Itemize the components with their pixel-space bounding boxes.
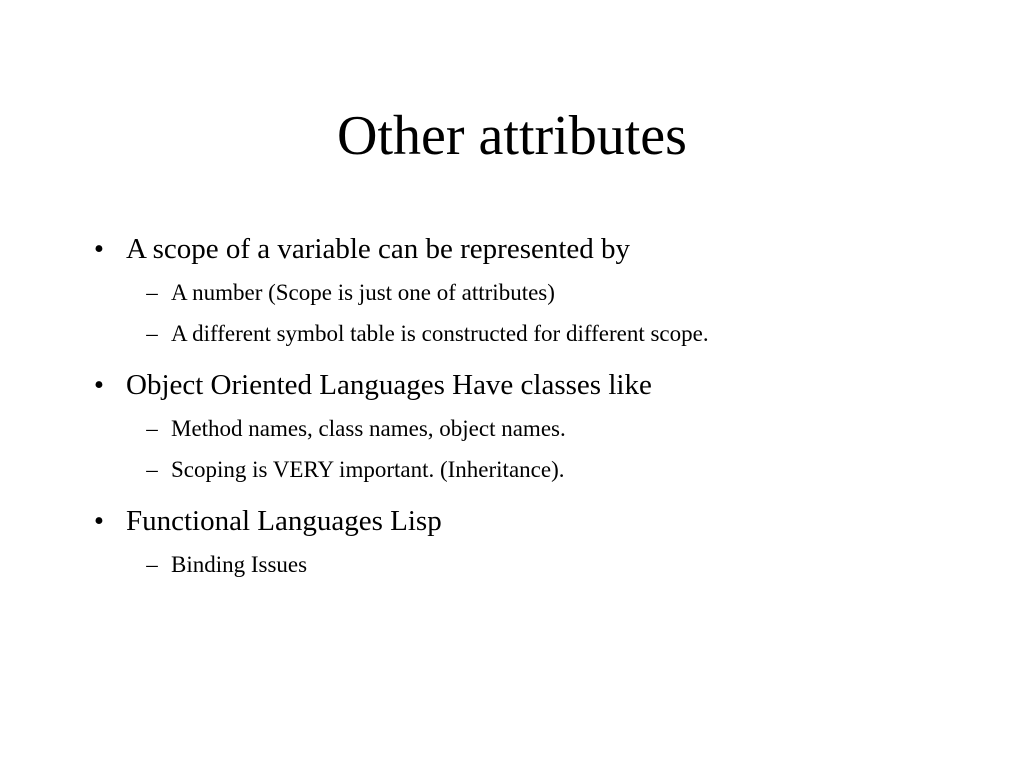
sub-bullet-item bbox=[126, 272, 984, 313]
dash-marker: – bbox=[146, 416, 158, 441]
dash-marker: – bbox=[146, 457, 158, 482]
slide-title: Other attributes bbox=[337, 105, 687, 167]
sub-bullet-list bbox=[126, 272, 984, 354]
dash-marker: – bbox=[146, 552, 158, 577]
sub-bullet-text: A different symbol table is constructed for different scope. bbox=[171, 321, 709, 346]
dash-marker: – bbox=[146, 280, 158, 305]
bullet-marker: • bbox=[93, 233, 105, 265]
bullet-item bbox=[84, 228, 984, 354]
dash-marker: – bbox=[146, 321, 158, 346]
sub-bullet-text: Method names, class names, object names. bbox=[171, 416, 566, 441]
sub-bullet-list bbox=[126, 544, 984, 585]
bullet-list bbox=[84, 228, 984, 585]
sub-bullet-text: Scoping is VERY important. (Inheritance). bbox=[171, 457, 565, 482]
sub-bullet-text: Binding Issues bbox=[171, 552, 308, 577]
sub-bullet-item bbox=[126, 544, 984, 585]
bullet-marker: • bbox=[93, 369, 105, 401]
bullet-text: A scope of a variable can be represented by bbox=[126, 233, 631, 265]
bullet-text: Object Oriented Languages Have classes like bbox=[126, 369, 652, 401]
bullet-marker: • bbox=[93, 505, 105, 537]
sub-bullet-item bbox=[126, 313, 984, 354]
sub-bullet-item bbox=[126, 408, 984, 449]
bullet-item bbox=[84, 364, 984, 490]
sub-bullet-text: A number (Scope is just one of attributes) bbox=[171, 280, 555, 305]
sub-bullet-list bbox=[126, 408, 984, 490]
sub-bullet-item bbox=[126, 449, 984, 490]
bullet-item bbox=[84, 500, 984, 585]
bullet-text: Functional Languages Lisp bbox=[126, 505, 442, 537]
